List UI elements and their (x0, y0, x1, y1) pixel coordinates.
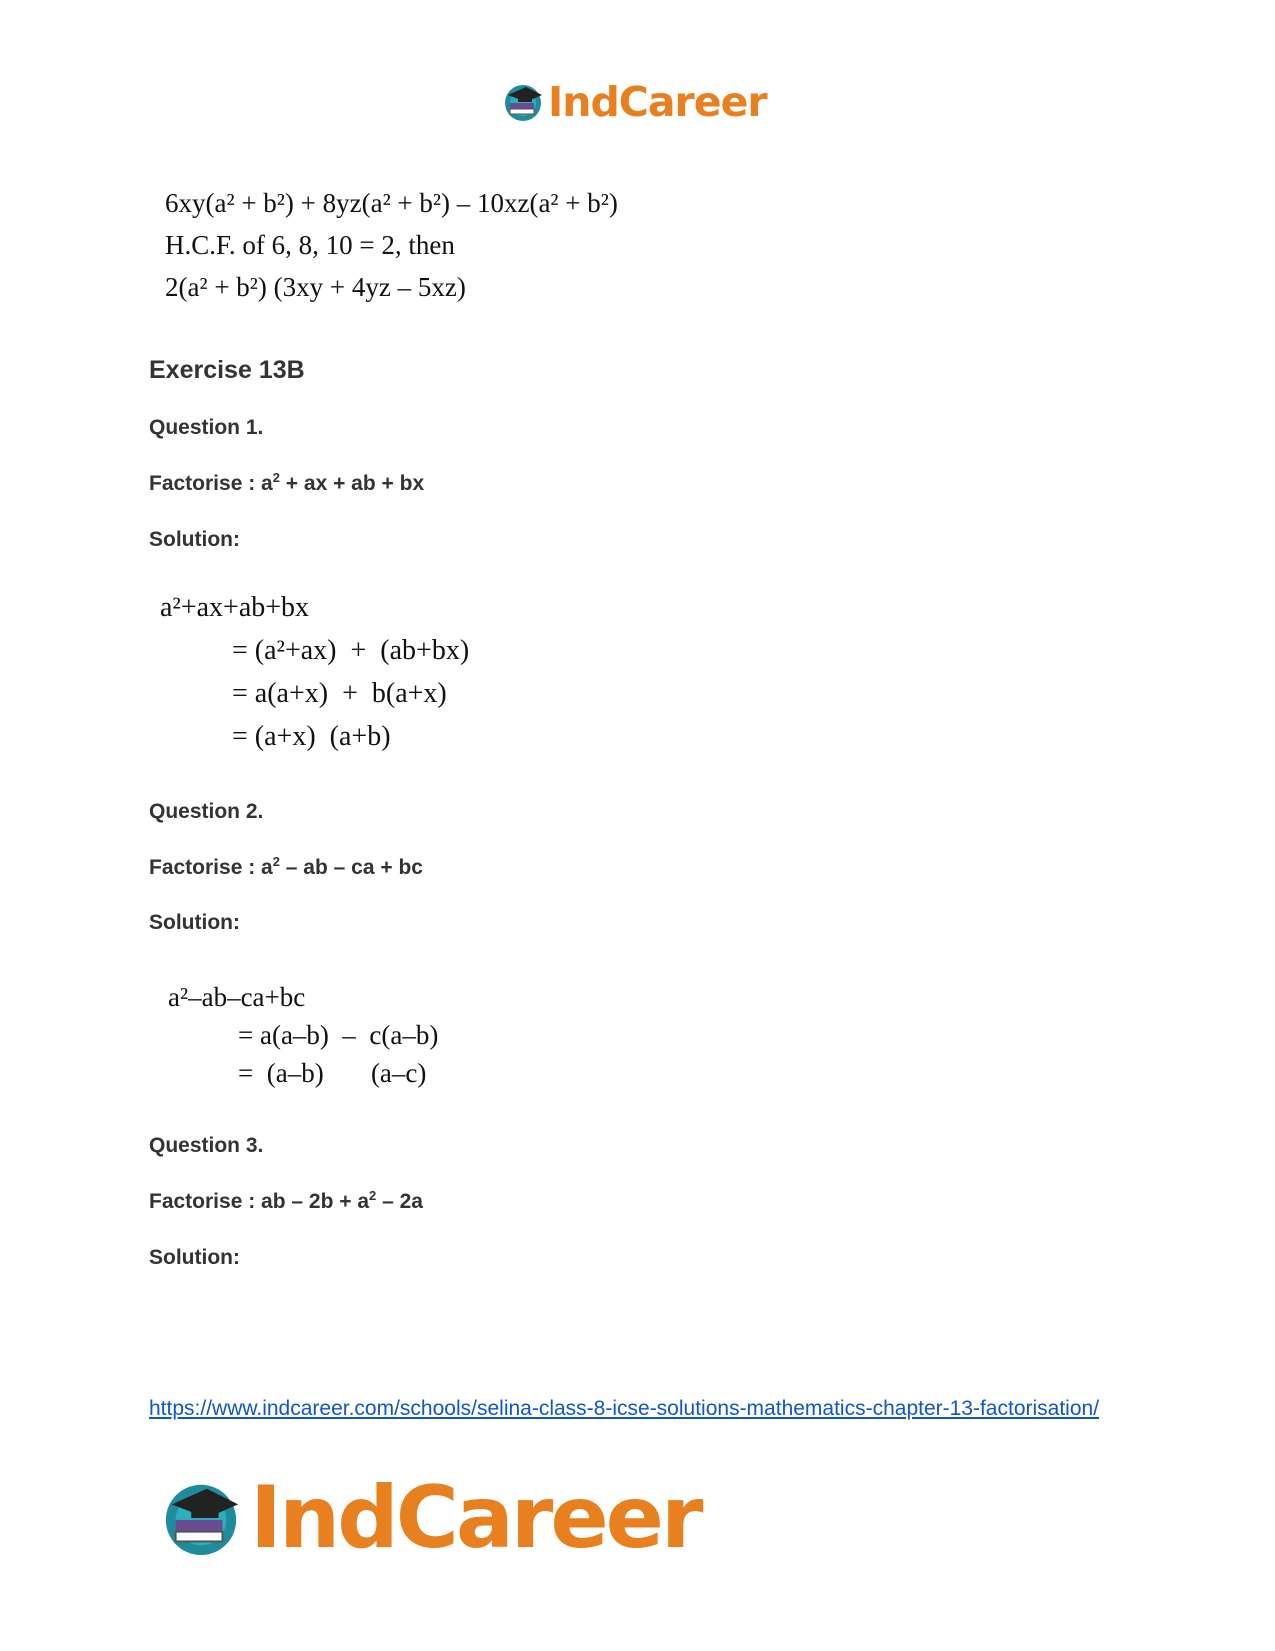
solution-label: Solution: (149, 1246, 240, 1269)
math-line: 2(a² + b²) (3xy + 4yz – 5xz) (165, 272, 466, 302)
question-label: Question 2. (149, 800, 264, 823)
exercise-heading: Exercise 13B (149, 356, 305, 384)
math-line: 6xy(a² + b²) + 8yz(a² + b²) – 10xz(a² + b²) (165, 188, 618, 218)
indcareer-logo-top (502, 78, 767, 126)
solution-label: Solution: (149, 528, 240, 551)
graduation-cap-globe-icon (160, 1477, 242, 1559)
math-step: a²–ab–ca+bc (168, 982, 306, 1012)
solution-label: Solution: (149, 911, 240, 934)
math-line: H.C.F. of 6, 8, 10 = 2, then (165, 230, 455, 260)
math-step: = (a²+ax) + (ab+bx) (232, 635, 470, 666)
graduation-cap-globe-icon (502, 81, 544, 123)
math-step: a²+ax+ab+bx (160, 592, 310, 623)
logo-text: IndCareer (250, 1468, 701, 1568)
math-step: = a(a+x) + b(a+x) (232, 678, 447, 709)
indcareer-logo-bottom (160, 1468, 700, 1568)
question-prompt: Factorise : $a^2$ + ax + ab + bx (149, 470, 425, 495)
math-step: = (a+x) (a+b) (232, 721, 391, 752)
question-label: Question 3. (149, 1134, 264, 1157)
source-url-link[interactable]: https://www.indcareer.com/schools/selina-class-8-icse-solutions-mathematics-chapter-13-factorisation/ (149, 1397, 1100, 1420)
math-step: = a(a–b) – c(a–b) (238, 1020, 439, 1050)
question-prompt: Factorise : $a^2$ – ab – ca + bc (149, 854, 423, 879)
math-step: = (a–b) (a–c) (238, 1058, 427, 1088)
logo-text: IndCareer (548, 78, 767, 126)
question-label: Question 1. (149, 416, 264, 439)
question-prompt: Factorise : ab – $2b + a^2 - 2a$ (149, 1188, 423, 1213)
